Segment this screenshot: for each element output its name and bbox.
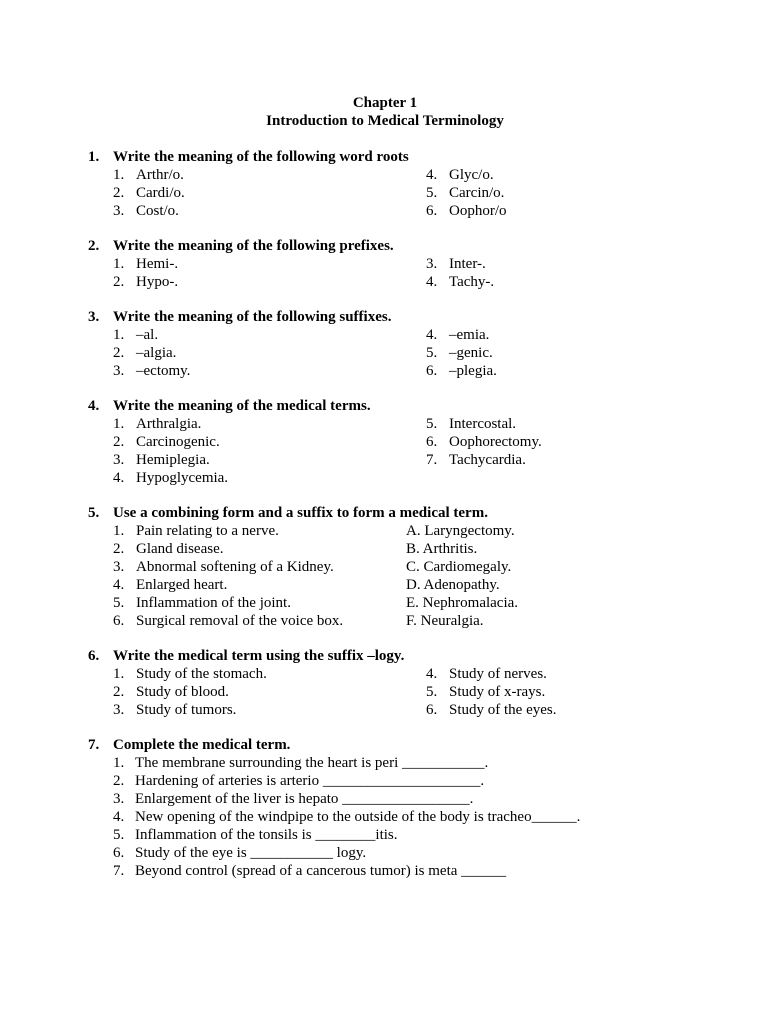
item-text: –emia. [449, 327, 490, 343]
list-item [113, 326, 190, 344]
list-item [113, 772, 748, 790]
item-text: Cardi/o. [136, 185, 185, 201]
item-text: Pain relating to a nerve. [136, 523, 279, 539]
left-column [113, 522, 343, 630]
item-number: 7. [113, 863, 125, 879]
item-number: 3. [113, 363, 125, 379]
item-number: 5. [426, 416, 438, 432]
item-number: 2. [113, 684, 125, 700]
list-item [113, 415, 228, 433]
item-number: 1. [113, 416, 125, 432]
item-number: 4. [426, 274, 438, 290]
list-item [113, 808, 748, 826]
item-text: Study of blood. [136, 684, 229, 700]
item-number: 2. [113, 541, 125, 557]
answer-item: C. Cardiomegaly. [406, 559, 512, 575]
section-heading-text: Write the meaning of the following prefixes. [113, 238, 394, 254]
list-item [113, 540, 343, 558]
list-item [113, 184, 185, 202]
section-word-roots [88, 148, 748, 219]
item-number: 4. [426, 167, 438, 183]
item-text: Gland disease. [136, 541, 224, 557]
list-item [113, 790, 748, 808]
section-heading [88, 237, 748, 255]
item-number: 3. [113, 203, 125, 219]
section-heading-text: Write the meaning of the medical terms. [113, 398, 371, 414]
left-column [113, 255, 178, 291]
list-item [113, 202, 185, 220]
item-text: Hemi-. [136, 256, 179, 272]
item-number: 3. [113, 559, 125, 575]
left-column [113, 326, 190, 380]
item-number: 1. [113, 327, 125, 343]
list-item [426, 326, 497, 344]
chapter-label: Chapter 1 [352, 95, 418, 111]
section-heading [88, 397, 748, 415]
item-text: Arthralgia. [136, 416, 202, 432]
section-heading-text: Write the meaning of the following word roots [113, 149, 409, 165]
item-number: 3. [113, 702, 125, 718]
item-number: 1. [113, 167, 125, 183]
item-text: Enlargement of the liver is hepato _________________. [135, 791, 474, 807]
item-text: Study of tumors. [136, 702, 237, 718]
list-item [113, 754, 748, 772]
left-column [113, 665, 267, 719]
right-column [426, 415, 542, 469]
right-column [426, 665, 556, 719]
page-title: Introduction to Medical Terminology [266, 113, 504, 129]
list-item [426, 451, 542, 469]
item-number: 7. [426, 452, 438, 468]
item-number: 6. [113, 613, 125, 629]
item-number: 1. [113, 666, 125, 682]
item-number: 2. [113, 185, 125, 201]
answer-item: A. Laryngectomy. [406, 523, 515, 539]
section-number: 1. [88, 149, 100, 165]
list-item [426, 166, 507, 184]
item-number: 5. [426, 185, 438, 201]
item-text: Inflammation of the joint. [136, 595, 291, 611]
list-item [113, 166, 185, 184]
item-text: Oophor/o [449, 203, 507, 219]
section-complete-term [88, 736, 748, 880]
item-text: New opening of the windpipe to the outside of the body is tracheo______. [135, 809, 581, 825]
list-item [113, 469, 228, 487]
section-number: 3. [88, 309, 100, 325]
list-item [113, 255, 178, 273]
item-number: 6. [426, 434, 438, 450]
list-item [113, 362, 190, 380]
item-text: –genic. [449, 345, 493, 361]
list-item [426, 255, 494, 273]
section-heading [88, 647, 748, 665]
item-text: Glyc/o. [449, 167, 494, 183]
item-number: 3. [113, 791, 125, 807]
right-column [426, 166, 507, 220]
item-number: 6. [113, 845, 125, 861]
list-item [426, 415, 542, 433]
item-number: 2. [113, 345, 125, 361]
item-number: 4. [113, 470, 125, 486]
list-item [426, 665, 556, 683]
item-text: Cost/o. [136, 203, 179, 219]
item-number: 6. [426, 363, 438, 379]
item-text: Carcinogenic. [136, 434, 220, 450]
item-text: Inter-. [449, 256, 486, 272]
section-heading [88, 736, 748, 754]
list-item [113, 594, 343, 612]
section-heading-text: Write the meaning of the following suffixes. [113, 309, 392, 325]
left-column [113, 415, 228, 487]
fill-in-list [88, 754, 748, 880]
item-text: Study of the eyes. [449, 702, 557, 718]
item-number: 2. [113, 434, 125, 450]
item-text: Study of the eye is ___________ logy. [135, 845, 367, 861]
section-heading-text: Use a combining form and a suffix to form a medical term. [113, 505, 488, 521]
section-heading [88, 148, 748, 166]
section-prefixes [88, 237, 748, 290]
item-text: Arthr/o. [136, 167, 184, 183]
list-item [426, 701, 556, 719]
list-item [113, 433, 228, 451]
list-item [113, 273, 178, 291]
left-column [113, 166, 185, 220]
item-text: Study of nerves. [449, 666, 547, 682]
item-text: Abnormal softening of a Kidney. [136, 559, 334, 575]
item-text: Inflammation of the tonsils is ________itis. [135, 827, 398, 843]
section-number: 2. [88, 238, 100, 254]
answer-item: E. Nephromalacia. [406, 595, 519, 611]
item-text: –algia. [136, 345, 177, 361]
item-text: –plegia. [449, 363, 497, 379]
item-number: 1. [113, 256, 125, 272]
item-text: Hypoglycemia. [136, 470, 229, 486]
list-item [113, 451, 228, 469]
right-column [426, 326, 497, 380]
item-text: Beyond control (spread of a cancerous tumor) is meta ______ [135, 863, 507, 879]
item-number: 3. [426, 256, 438, 272]
list-item [426, 362, 497, 380]
list-item [426, 433, 542, 451]
item-text: Hypo-. [136, 274, 179, 290]
item-number: 1. [113, 523, 125, 539]
item-text: Hardening of arteries is arterio _____________________. [135, 773, 485, 789]
list-item [113, 344, 190, 362]
item-text: –ectomy. [136, 363, 191, 379]
section-medical-terms [88, 397, 748, 486]
section-number: 7. [88, 737, 100, 753]
list-item [113, 522, 343, 540]
list-item [113, 844, 748, 862]
item-text: Enlarged heart. [136, 577, 228, 593]
list-item [426, 344, 497, 362]
section-heading [88, 504, 748, 522]
item-text: Oophorectomy. [449, 434, 542, 450]
item-text: Tachy-. [449, 274, 495, 290]
list-item [113, 558, 343, 576]
item-number: 2. [113, 274, 125, 290]
section-heading-text: Complete the medical term. [113, 737, 291, 753]
item-text: Tachycardia. [449, 452, 526, 468]
section-combining-forms [88, 504, 748, 629]
item-number: 3. [113, 452, 125, 468]
item-text: Hemiplegia. [136, 452, 210, 468]
list-item [113, 862, 748, 880]
item-number: 6. [426, 203, 438, 219]
item-text: Study of the stomach. [136, 666, 267, 682]
item-text: Surgical removal of the voice box. [136, 613, 344, 629]
item-number: 4. [426, 666, 438, 682]
item-text: –al. [136, 327, 159, 343]
answer-item: B. Arthritis. [406, 541, 478, 557]
section-number: 6. [88, 648, 100, 664]
item-text: Study of x-rays. [449, 684, 546, 700]
answer-column [406, 522, 518, 630]
right-column [426, 255, 494, 291]
section-number: 4. [88, 398, 100, 414]
list-item [426, 202, 507, 220]
item-number: 4. [113, 577, 125, 593]
list-item [426, 184, 507, 202]
item-number: 5. [113, 827, 125, 843]
list-item [426, 273, 494, 291]
list-item [113, 576, 343, 594]
item-number: 4. [426, 327, 438, 343]
section-heading-text: Write the medical term using the suffix –logy. [113, 648, 405, 664]
list-item [113, 612, 343, 630]
item-number: 5. [426, 345, 438, 361]
answer-item: D. Adenopathy. [406, 577, 500, 593]
item-number: 1. [113, 755, 125, 771]
section-suffixes [88, 308, 748, 379]
answer-item: F. Neuralgia. [406, 613, 484, 629]
item-number: 6. [426, 702, 438, 718]
list-item [113, 701, 267, 719]
list-item [113, 826, 748, 844]
section-number: 5. [88, 505, 100, 521]
list-item [113, 683, 267, 701]
item-number: 4. [113, 809, 125, 825]
list-item [426, 683, 556, 701]
list-item [113, 665, 267, 683]
item-text: Intercostal. [449, 416, 517, 432]
item-number: 2. [113, 773, 125, 789]
item-text: Carcin/o. [449, 185, 505, 201]
section-heading [88, 308, 748, 326]
item-number: 5. [113, 595, 125, 611]
item-text: The membrane surrounding the heart is peri ___________. [135, 755, 489, 771]
item-number: 5. [426, 684, 438, 700]
section-logy-suffix [88, 647, 748, 718]
